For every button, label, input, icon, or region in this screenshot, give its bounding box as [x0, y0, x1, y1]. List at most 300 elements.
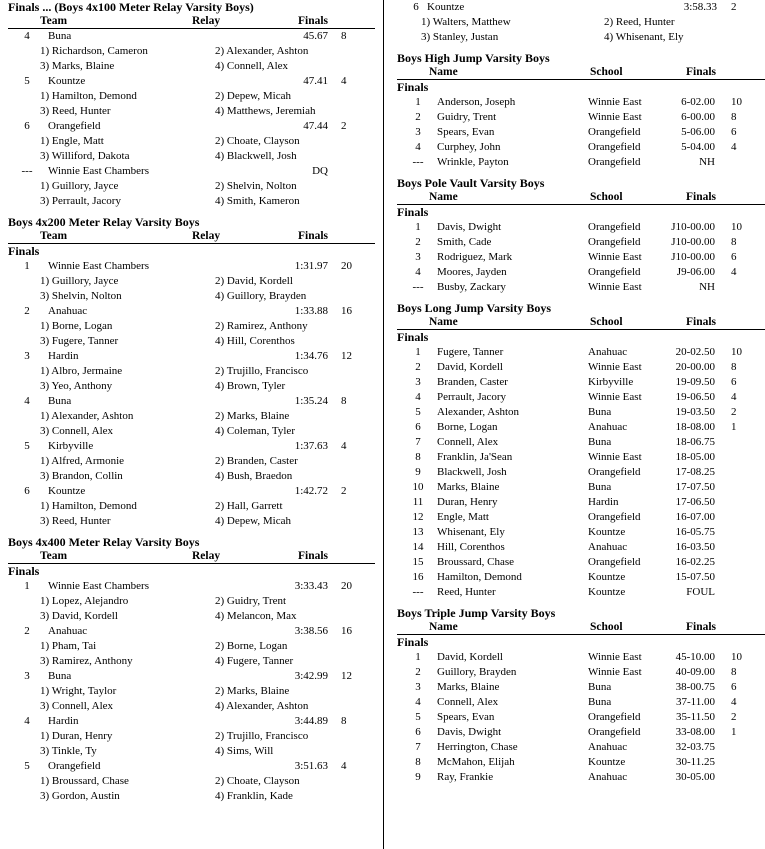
- result-row: [389, 480, 765, 495]
- school: Winnie East: [588, 391, 642, 403]
- place: 1: [415, 651, 421, 663]
- section-title: [389, 301, 765, 316]
- section-title-text: Boys High Jump Varsity Boys: [397, 51, 550, 65]
- relay-member: 4) Blackwell, Josh: [215, 150, 297, 162]
- header-school: School: [590, 621, 623, 633]
- header-finals: Finals: [686, 316, 717, 328]
- result-row: [389, 710, 765, 725]
- column-header: [8, 550, 375, 564]
- school: Buna: [588, 406, 612, 418]
- result-row: [389, 770, 765, 785]
- place: 7: [415, 436, 421, 448]
- relay-members-row: [0, 789, 381, 804]
- place: 3: [415, 681, 421, 693]
- mark: 16-07.00: [675, 511, 715, 523]
- result-row: [389, 695, 765, 710]
- relay-member: 4) Franklin, Kade: [215, 790, 293, 802]
- place: 2: [415, 361, 421, 373]
- place: 6: [413, 1, 419, 13]
- relay-team-row: [0, 349, 381, 364]
- finals-label: Finals: [397, 80, 429, 94]
- points: 10: [731, 651, 742, 663]
- relay-member: 3) Shelvin, Nolton: [40, 290, 122, 302]
- school: Winnie East: [588, 451, 642, 463]
- team-name: Hardin: [48, 350, 79, 362]
- points: 20: [341, 580, 352, 592]
- points: 2: [731, 711, 737, 723]
- place: 6: [24, 485, 30, 497]
- relay-mark: 47.41: [303, 75, 328, 87]
- result-row: [389, 450, 765, 465]
- relay-members-row: [0, 654, 381, 669]
- relay-member: 1) Guillory, Jayce: [40, 180, 119, 192]
- athlete-name: Spears, Evan: [437, 711, 495, 723]
- relay-mark: 3:42.99: [294, 670, 328, 682]
- mark: 45-10.00: [675, 651, 715, 663]
- relay-team-row: [0, 29, 381, 44]
- relay-member: 1) Broussard, Chase: [40, 775, 129, 787]
- place: 2: [415, 666, 421, 678]
- athlete-name: Perrault, Jacory: [437, 391, 507, 403]
- points: 10: [731, 96, 742, 108]
- relay-team-row: [0, 164, 381, 179]
- place: ---: [412, 586, 424, 598]
- relay-members-row: [0, 59, 381, 74]
- mark: 19-06.50: [675, 391, 715, 403]
- relay-members-row: [0, 609, 381, 624]
- relay-members-row: [0, 514, 381, 529]
- mark: 37-11.00: [675, 696, 715, 708]
- header-school: School: [590, 66, 623, 78]
- relay-mark: DQ: [312, 165, 328, 177]
- relay-members-row: [0, 594, 381, 609]
- relay-members-row: [0, 774, 381, 789]
- school: Kountze: [588, 526, 626, 538]
- place: ---: [21, 165, 33, 177]
- mark: 6-00.00: [681, 111, 715, 123]
- mark: 5-06.00: [681, 126, 715, 138]
- relay-member: 1) Guillory, Jayce: [40, 275, 119, 287]
- place: 1: [24, 260, 30, 272]
- relay-members-row: [389, 30, 765, 45]
- team-name: Winnie East Chambers: [48, 165, 149, 177]
- mark: 38-00.75: [675, 681, 715, 693]
- relay-team-row: [0, 74, 381, 89]
- athlete-name: Hamilton, Demond: [437, 571, 522, 583]
- points: 12: [341, 350, 352, 362]
- section-title-text: Finals ... (Boys 4x100 Meter Relay Varsity Boys): [8, 0, 254, 14]
- athlete-name: Duran, Henry: [437, 496, 498, 508]
- relay-member: 2) Choate, Clayson: [215, 775, 300, 787]
- school: Winnie East: [588, 251, 642, 263]
- points: 10: [731, 221, 742, 233]
- school: Buna: [588, 481, 612, 493]
- mark: 15-07.50: [675, 571, 715, 583]
- result-row: [389, 155, 765, 170]
- relay-members-row: [0, 134, 381, 149]
- relay-member: 3) Fugere, Tanner: [40, 335, 119, 347]
- mark: 30-05.00: [675, 771, 715, 783]
- points: 4: [341, 440, 347, 452]
- relay-team-row: [389, 0, 765, 15]
- relay-member: 1) Alfred, Armonie: [40, 455, 125, 467]
- points: 4: [341, 760, 347, 772]
- place: 1: [415, 96, 421, 108]
- relay-member: 1) Duran, Henry: [40, 730, 113, 742]
- points: 8: [731, 236, 737, 248]
- relay-member: 1) Walters, Matthew: [421, 16, 511, 28]
- points: 10: [731, 346, 742, 358]
- relay-member: 2) Reed, Hunter: [604, 16, 675, 28]
- place: 3: [24, 350, 30, 362]
- athlete-name: David, Kordell: [437, 651, 503, 663]
- relay-member: 2) Hall, Garrett: [215, 500, 283, 512]
- header-name: Name: [429, 66, 458, 78]
- finals-label: Finals: [397, 330, 429, 344]
- points: 6: [731, 376, 737, 388]
- result-row: [389, 435, 765, 450]
- school: Buna: [588, 696, 612, 708]
- header-name: Name: [429, 621, 458, 633]
- place: 5: [415, 406, 421, 418]
- place: 3: [415, 126, 421, 138]
- mark: 16-03.50: [675, 541, 715, 553]
- school: Orangefield: [588, 266, 641, 278]
- column-header: [397, 66, 765, 80]
- place: 9: [415, 466, 421, 478]
- section-title-text: Boys Triple Jump Varsity Boys: [397, 606, 556, 620]
- mark: 5-04.00: [681, 141, 715, 153]
- team-name: Anahuac: [48, 305, 88, 317]
- section-title: [389, 606, 765, 621]
- relay-member: 2) Borne, Logan: [215, 640, 288, 652]
- school: Buna: [588, 436, 612, 448]
- points: 16: [341, 625, 352, 637]
- relay-mark: 47.44: [303, 120, 328, 132]
- relay-member: 4) Whisenant, Ely: [604, 31, 684, 43]
- place: 1: [24, 580, 30, 592]
- athlete-name: Rodriguez, Mark: [437, 251, 513, 263]
- section-title: [0, 215, 381, 230]
- mark: 16-02.25: [675, 556, 715, 568]
- place: 16: [412, 571, 424, 583]
- team-name: Winnie East Chambers: [48, 260, 149, 272]
- relay-member: 4) Smith, Kameron: [215, 195, 300, 207]
- header-team: Team: [40, 550, 68, 562]
- result-row: [389, 540, 765, 555]
- relay-member: 3) Perrault, Jacory: [40, 195, 121, 207]
- place: 2: [415, 111, 421, 123]
- points: 8: [731, 666, 737, 678]
- place: ---: [412, 156, 424, 168]
- relay-mark: 1:35.24: [294, 395, 328, 407]
- points: 8: [731, 361, 737, 373]
- result-row: [389, 555, 765, 570]
- relay-member: 1) Hamilton, Demond: [40, 500, 137, 512]
- relay-team-row: [0, 624, 381, 639]
- left-column: [0, 0, 381, 849]
- relay-members-row: [0, 499, 381, 514]
- relay-member: 2) Alexander, Ashton: [215, 45, 309, 57]
- relay-member: 1) Borne, Logan: [40, 320, 113, 332]
- place: 5: [24, 760, 30, 772]
- place: 5: [24, 75, 30, 87]
- relay-member: 4) Hill, Corenthos: [215, 335, 295, 347]
- section-title: [389, 176, 765, 191]
- column-divider: [383, 0, 384, 849]
- athlete-name: Branden, Caster: [437, 376, 508, 388]
- points: 2: [731, 1, 737, 13]
- team-name: Buna: [48, 395, 72, 407]
- result-row: [389, 495, 765, 510]
- section-title: [389, 51, 765, 66]
- mark: 33-08.00: [675, 726, 715, 738]
- mark: 17-07.50: [675, 481, 715, 493]
- athlete-name: Guidry, Trent: [437, 111, 497, 123]
- points: 4: [731, 141, 737, 153]
- school: Winnie East: [588, 96, 642, 108]
- athlete-name: Curphey, John: [437, 141, 501, 153]
- points: 4: [341, 75, 347, 87]
- mark: J10-00.00: [671, 221, 715, 233]
- result-row: [389, 755, 765, 770]
- finals-label: Finals: [397, 205, 429, 219]
- athlete-name: McMahon, Elijah: [437, 756, 515, 768]
- finals-label: Finals: [397, 635, 429, 649]
- relay-member: 1) Richardson, Cameron: [40, 45, 148, 57]
- relay-team-row: [0, 119, 381, 134]
- result-row: [389, 235, 765, 250]
- relay-mark: 1:37.63: [294, 440, 328, 452]
- result-row: [389, 570, 765, 585]
- column-header: [397, 191, 765, 205]
- relay-members-row: [0, 289, 381, 304]
- points: 4: [731, 696, 737, 708]
- section-title-text: Boys Long Jump Varsity Boys: [397, 301, 552, 315]
- column-header: [397, 316, 765, 330]
- school: Orangefield: [588, 236, 641, 248]
- team-name: Winnie East Chambers: [48, 580, 149, 592]
- place: 10: [412, 481, 424, 493]
- athlete-name: Connell, Alex: [437, 696, 499, 708]
- place: 1: [415, 221, 421, 233]
- mark: 18-05.00: [675, 451, 715, 463]
- result-row: [389, 265, 765, 280]
- place: 15: [412, 556, 424, 568]
- place: 3: [24, 670, 30, 682]
- athlete-name: Connell, Alex: [437, 436, 499, 448]
- relay-member: 3) Reed, Hunter: [40, 105, 111, 117]
- place: 3: [415, 251, 421, 263]
- relay-mark: 3:58.33: [683, 1, 717, 13]
- relay-member: 2) Marks, Blaine: [215, 410, 290, 422]
- header-finals: Finals: [298, 230, 329, 242]
- points: 8: [341, 715, 347, 727]
- points: 8: [341, 30, 347, 42]
- section-title-text: Boys 4x400 Meter Relay Varsity Boys: [8, 535, 200, 549]
- relay-members-row: [0, 194, 381, 209]
- relay-team-row: [0, 714, 381, 729]
- school: Orangefield: [588, 726, 641, 738]
- relay-member: 4) Fugere, Tanner: [215, 655, 294, 667]
- team-name: Kirbyville: [48, 440, 94, 452]
- place: 9: [415, 771, 421, 783]
- header-name: Name: [429, 316, 458, 328]
- athlete-name: Guillory, Brayden: [437, 666, 517, 678]
- relay-member: 3) Ramirez, Anthony: [40, 655, 133, 667]
- relay-member: 4) Brown, Tyler: [215, 380, 286, 392]
- relay-member: 1) Pham, Tai: [40, 640, 97, 652]
- relay-team-row: [0, 394, 381, 409]
- athlete-name: Franklin, Ja'Sean: [437, 451, 513, 463]
- place: 6: [24, 120, 30, 132]
- mark: 17-08.25: [675, 466, 715, 478]
- result-row: [389, 390, 765, 405]
- relay-members-row: [0, 454, 381, 469]
- athlete-name: Whisenant, Ely: [437, 526, 505, 538]
- header-finals: Finals: [298, 550, 329, 562]
- relay-members-row: [0, 334, 381, 349]
- place: 2: [24, 625, 30, 637]
- place: 2: [24, 305, 30, 317]
- relay-members-row: [0, 104, 381, 119]
- school: Kountze: [588, 571, 626, 583]
- relay-members-row: [0, 744, 381, 759]
- relay-member: 4) Melancon, Max: [215, 610, 297, 622]
- school: Kountze: [588, 586, 626, 598]
- relay-member: 3) David, Kordell: [40, 610, 118, 622]
- place: 6: [415, 421, 421, 433]
- relay-members-row: [389, 15, 765, 30]
- relay-mark: 1:33.88: [294, 305, 328, 317]
- place: 4: [24, 715, 30, 727]
- column-header: [8, 15, 375, 29]
- relay-members-row: [0, 424, 381, 439]
- result-row: [389, 465, 765, 480]
- header-relay: Relay: [192, 550, 221, 562]
- header-team: Team: [40, 15, 68, 27]
- points: 8: [341, 395, 347, 407]
- mark: 20-02.50: [675, 346, 715, 358]
- school: Anahuac: [588, 741, 628, 753]
- athlete-name: Engle, Matt: [437, 511, 489, 523]
- mark: J10-00.00: [671, 236, 715, 248]
- result-row: [389, 420, 765, 435]
- athlete-name: Anderson, Joseph: [437, 96, 516, 108]
- school: Winnie East: [588, 111, 642, 123]
- points: 6: [731, 681, 737, 693]
- points: 1: [731, 726, 737, 738]
- result-row: [389, 140, 765, 155]
- result-row: [389, 110, 765, 125]
- place: 13: [412, 526, 424, 538]
- relay-members-row: [0, 319, 381, 334]
- relay-members-row: [0, 684, 381, 699]
- team-name: Kountze: [48, 485, 86, 497]
- team-name: Kountze: [48, 75, 86, 87]
- relay-member: 3) Connell, Alex: [40, 425, 114, 437]
- athlete-name: Marks, Blaine: [437, 481, 500, 493]
- relay-members-row: [0, 729, 381, 744]
- athlete-name: Broussard, Chase: [437, 556, 514, 568]
- mark: 30-11.25: [675, 756, 715, 768]
- relay-team-row: [0, 579, 381, 594]
- header-name: Name: [429, 191, 458, 203]
- athlete-name: Smith, Cade: [437, 236, 492, 248]
- relay-team-row: [0, 439, 381, 454]
- relay-member: 2) Trujillo, Francisco: [215, 365, 309, 377]
- athlete-name: Ray, Frankie: [437, 771, 494, 783]
- place: 2: [415, 236, 421, 248]
- school: Winnie East: [588, 651, 642, 663]
- athlete-name: Reed, Hunter: [437, 586, 496, 598]
- relay-member: 4) Bush, Braedon: [215, 470, 293, 482]
- relay-member: 3) Stanley, Justan: [421, 31, 499, 43]
- relay-mark: 1:34.76: [294, 350, 328, 362]
- points: 20: [341, 260, 352, 272]
- mark: 6-02.00: [681, 96, 715, 108]
- place: 8: [415, 756, 421, 768]
- relay-member: 2) Shelvin, Nolton: [215, 180, 297, 192]
- relay-member: 1) Alexander, Ashton: [40, 410, 134, 422]
- mark: J10-00.00: [671, 251, 715, 263]
- points: 6: [731, 251, 737, 263]
- section-title-text: Boys 4x200 Meter Relay Varsity Boys: [8, 215, 200, 229]
- result-row: [389, 280, 765, 295]
- team-name: Anahuac: [48, 625, 88, 637]
- result-row: [389, 650, 765, 665]
- team-name: Orangefield: [48, 760, 101, 772]
- athlete-name: Hill, Corenthos: [437, 541, 505, 553]
- relay-members-row: [0, 409, 381, 424]
- athlete-name: Davis, Dwight: [437, 726, 502, 738]
- relay-members-row: [0, 639, 381, 654]
- mark: J9-06.00: [676, 266, 715, 278]
- school: Winnie East: [588, 666, 642, 678]
- points: 2: [341, 485, 347, 497]
- result-row: [389, 345, 765, 360]
- school: Orangefield: [588, 711, 641, 723]
- relay-member: 1) Albro, Jermaine: [40, 365, 123, 377]
- points: 1: [731, 421, 737, 433]
- relay-members-row: [0, 149, 381, 164]
- athlete-name: Marks, Blaine: [437, 681, 500, 693]
- header-team: Team: [40, 230, 68, 242]
- school: Anahuac: [588, 541, 628, 553]
- school: Orangefield: [588, 221, 641, 233]
- place: ---: [412, 281, 424, 293]
- relay-member: 4) Guillory, Brayden: [215, 290, 307, 302]
- result-row: [389, 220, 765, 235]
- relay-members-row: [0, 469, 381, 484]
- result-row: [389, 95, 765, 110]
- header-school: School: [590, 191, 623, 203]
- result-row: [389, 740, 765, 755]
- points: 4: [731, 266, 737, 278]
- header-finals: Finals: [686, 191, 717, 203]
- result-row: [389, 525, 765, 540]
- relay-member: 4) Depew, Micah: [215, 515, 291, 527]
- section-title-text: Boys Pole Vault Varsity Boys: [397, 176, 545, 190]
- relay-member: 3) Marks, Blaine: [40, 60, 115, 72]
- school: Anahuac: [588, 771, 628, 783]
- team-name: Kountze: [427, 1, 465, 13]
- mark: 16-05.75: [675, 526, 715, 538]
- column-header: [397, 621, 765, 635]
- team-name: Buna: [48, 30, 72, 42]
- points: 12: [341, 670, 352, 682]
- relay-mark: 3:51.63: [294, 760, 328, 772]
